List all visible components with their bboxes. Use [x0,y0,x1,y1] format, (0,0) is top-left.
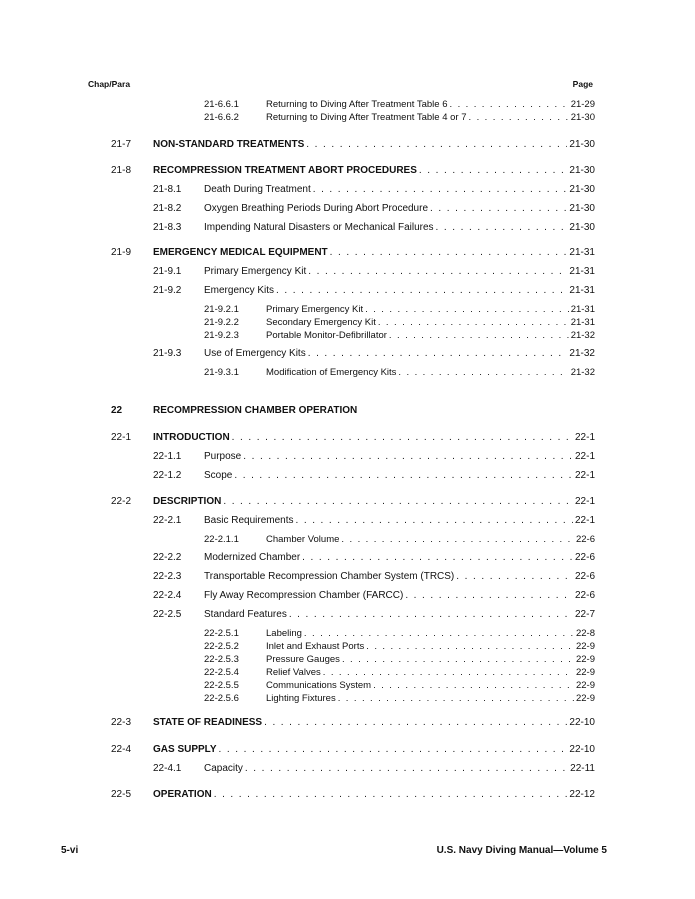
entry-title: Communications System [266,680,372,691]
entry-page: 22-9 [575,680,595,691]
entry-number: 21-6.6.1 [204,99,239,110]
entry-number: 22-2.4 [153,590,182,601]
toc-entry [204,99,595,110]
entry-page: 21-31 [569,285,595,296]
entry-number: 22-2.5 [153,609,182,620]
toc-entry [111,432,595,444]
entry-page: 21-32 [570,367,595,378]
entry-title: RECOMPRESSION TREATMENT ABORT PROCEDURES [153,165,417,176]
entry-number: 22-1 [111,432,132,443]
entry-title: Basic Requirements [204,515,294,526]
entry-page: 22-6 [575,534,595,545]
entry-number: 22-2.5.3 [204,654,239,665]
toc-entry [153,609,595,621]
dot-leader [223,496,573,508]
entry-title: Relief Valves [266,667,321,678]
entry-number: 21-9.1 [153,266,182,277]
dot-leader [289,609,573,621]
entry-number: 22-2.5.2 [204,641,239,652]
dot-leader [342,654,574,665]
entry-title: Standard Features [204,609,287,620]
entry-title: Use of Emergency Kits [204,348,306,359]
entry-title: Fly Away Recompression Chamber (FARCC) [204,590,404,601]
dot-leader [243,451,573,463]
toc-entry [153,470,595,482]
entry-page: 21-31 [570,304,595,315]
entry-title: GAS SUPPLY [153,744,217,755]
entry-page: 22-6 [574,590,595,601]
toc-entry [153,552,595,564]
entry-page: 22-1 [574,451,595,462]
entry-title: EMERGENCY MEDICAL EQUIPMENT [153,247,328,258]
entry-number: 22-2.5.5 [204,680,239,691]
dot-leader [430,203,567,215]
dot-leader [373,680,574,691]
dot-leader [245,763,568,775]
entry-title: Modification of Emergency Kits [266,367,397,378]
dot-leader [436,222,568,234]
entry-page: 21-32 [570,330,595,341]
toc-entry [153,590,595,602]
entry-title: Purpose [204,451,242,462]
toc-entry [204,304,595,315]
toc-entry [153,348,595,360]
dot-leader [378,317,569,328]
entry-number: 22-2.2 [153,552,182,563]
entry-page: 22-9 [575,667,595,678]
entry-title: Transportable Recompression Chamber System (TRCS) [204,571,455,582]
entry-page: 22-8 [575,628,595,639]
chapter-title: RECOMPRESSION CHAMBER OPERATION [153,405,358,416]
toc-entry [153,184,595,196]
entry-title: Labeling [266,628,302,639]
entry-title: INTRODUCTION [153,432,230,443]
dot-leader [341,534,574,545]
dot-leader [323,667,574,678]
toc-entry [111,717,595,729]
dot-leader [308,348,568,360]
entry-title: Inlet and Exhaust Ports [266,641,365,652]
toc-entry [111,496,595,508]
entry-title: Secondary Emergency Kit [266,317,376,328]
entry-page: 22-6 [574,571,595,582]
dot-leader [308,266,567,278]
dot-leader [449,99,568,110]
footer-manual-title: U.S. Navy Diving Manual—Volume 5 [436,845,607,856]
dot-leader [232,432,573,444]
entry-title: Returning to Diving After Treatment Table 6 [266,99,448,110]
entry-title: Primary Emergency Kit [266,304,364,315]
toc-entry [153,222,595,234]
toc-entry [204,628,595,639]
toc-entry [111,789,595,801]
footer-page-number: 5-vi [61,845,79,856]
entry-number: 22-3 [111,717,132,728]
toc-entry [204,654,595,665]
entry-title: Pressure Gauges [266,654,340,665]
entry-number: 21-9.2.1 [204,304,239,315]
chapter-heading [111,405,357,416]
entry-number: 21-9.2.2 [204,317,239,328]
entry-page: 21-30 [569,222,595,233]
entry-number: 22-5 [111,789,132,800]
entry-page: 22-9 [575,654,595,665]
toc-entry [111,139,595,151]
dot-leader [330,247,568,259]
entry-number: 22-2.1.1 [204,534,239,545]
dot-leader [234,470,573,482]
entry-page: 22-1 [574,515,595,526]
entry-title: Modernized Chamber [204,552,301,563]
dot-leader [304,628,574,639]
entry-number: 21-8.3 [153,222,182,233]
entry-title: NON-STANDARD TREATMENTS [153,139,305,150]
entry-page: 21-30 [569,139,595,150]
toc-entry [204,112,595,123]
entry-page: 21-31 [569,266,595,277]
entry-page: 22-10 [569,744,595,755]
entry-title: Scope [204,470,233,481]
entry-page: 22-12 [569,789,595,800]
entry-number: 22-2 [111,496,132,507]
dot-leader [338,693,574,704]
entry-title: Returning to Diving After Treatment Table 4 or 7 [266,112,467,123]
entry-number: 22-2.5.4 [204,667,239,678]
entry-number: 21-6.6.2 [204,112,239,123]
entry-title: Oxygen Breathing Periods During Abort Procedure [204,203,429,214]
entry-number: 21-7 [111,139,132,150]
dot-leader [389,330,569,341]
toc-entry [204,317,595,328]
entry-number: 21-9 [111,247,132,258]
entry-page: 21-32 [569,348,595,359]
entry-number: 22-4.1 [153,763,182,774]
entry-page: 21-31 [569,247,595,258]
entry-title: Emergency Kits [204,285,275,296]
entry-number: 21-8 [111,165,132,176]
entry-page: 21-30 [569,165,595,176]
header-chap-para: Chap/Para [88,79,131,89]
toc-entry [153,203,595,215]
toc-entry [204,680,595,691]
entry-page: 22-9 [575,693,595,704]
entry-number: 22-1.1 [153,451,182,462]
entry-page: 22-1 [574,470,595,481]
dot-leader [219,744,568,756]
header-page: Page [572,79,593,89]
dot-leader [365,304,569,315]
entry-page: 21-31 [570,317,595,328]
dot-leader [419,165,568,177]
dot-leader [276,285,567,297]
entry-number: 22-2.1 [153,515,182,526]
entry-title: Primary Emergency Kit [204,266,307,277]
toc-entry [204,667,595,678]
dot-leader [214,789,568,801]
entry-title: OPERATION [153,789,212,800]
toc-entry [153,763,595,775]
entry-page: 22-1 [574,496,595,507]
entry-title: Capacity [204,763,243,774]
entry-page: 21-30 [569,184,595,195]
entry-page: 21-30 [569,203,595,214]
entry-title: STATE OF READINESS [153,717,263,728]
dot-leader [302,552,573,564]
toc-entry [204,641,595,652]
entry-page: 22-7 [574,609,595,620]
entry-title: Death During Treatment [204,184,311,195]
chapter-number: 22 [111,405,123,416]
dot-leader [366,641,574,652]
dot-leader [456,571,573,583]
toc-entry [204,367,595,378]
dot-leader [398,367,568,378]
entry-number: 22-1.2 [153,470,182,481]
entry-number: 22-2.5.1 [204,628,239,639]
entry-page: 22-11 [570,763,595,774]
toc-entry [153,571,595,583]
entry-page: 22-9 [575,641,595,652]
entry-number: 22-2.3 [153,571,182,582]
dot-leader [313,184,568,196]
entry-title: DESCRIPTION [153,496,222,507]
dot-leader [306,139,567,151]
entry-number: 22-2.5.6 [204,693,239,704]
dot-leader [405,590,573,602]
entry-number: 21-8.2 [153,203,182,214]
entry-page: 21-29 [570,99,595,110]
toc-entry [153,285,595,297]
toc-entry [111,165,595,177]
entry-number: 21-9.2.3 [204,330,239,341]
toc-entry [204,330,595,341]
entry-number: 22-4 [111,744,132,755]
entry-page: 22-6 [574,552,595,563]
toc-entry [111,247,595,259]
dot-leader [469,112,569,123]
entry-number: 21-9.3.1 [204,367,239,378]
dot-leader [264,717,567,729]
entry-title: Portable Monitor-Defibrillator [266,330,387,341]
entry-title: Impending Natural Disasters or Mechanical Failures [204,222,434,233]
entry-number: 21-9.2 [153,285,182,296]
entry-title: Chamber Volume [266,534,340,545]
dot-leader [295,515,573,527]
entry-number: 21-9.3 [153,348,182,359]
toc-entry [153,266,595,278]
entry-page: 22-10 [569,717,595,728]
toc-entry [204,693,595,704]
toc-entry [111,744,595,756]
toc-entry [153,515,595,527]
toc-entry [204,534,595,545]
toc-entry [153,451,595,463]
entry-page: 22-1 [574,432,595,443]
entry-number: 21-8.1 [153,184,182,195]
entry-page: 21-30 [570,112,595,123]
entry-title: Lighting Fixtures [266,693,336,704]
